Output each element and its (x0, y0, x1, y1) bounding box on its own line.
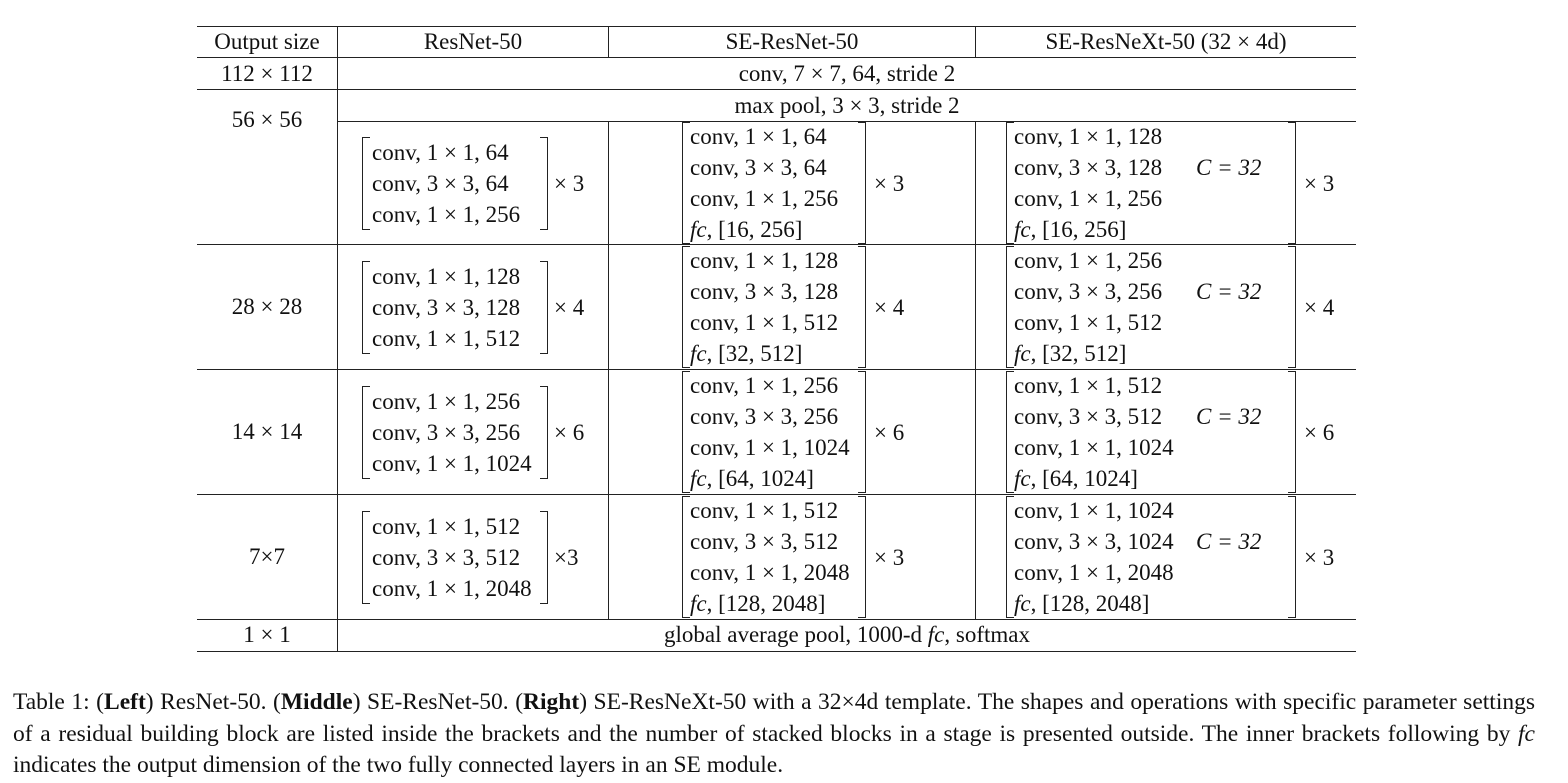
cardinality-label: C = 32 (1196, 529, 1262, 554)
block-line: conv, 3 × 3, 128 (690, 279, 839, 304)
right-bracket (1288, 371, 1296, 493)
block-multiplier: × 3 (1304, 544, 1335, 570)
fc-line (690, 214, 802, 245)
output-size-cell: 7×7 (249, 544, 285, 569)
block-line: conv, 1 × 1, 256 (1014, 248, 1163, 273)
fc-line (1014, 214, 1126, 245)
fc-dims: , [32, 512] (706, 341, 803, 366)
block-line: conv, 1 × 1, 512 (372, 513, 521, 539)
fc-dims: , [32, 512] (1030, 341, 1127, 366)
resnet-block (362, 261, 548, 354)
caption-fc: fc (1518, 720, 1535, 747)
left-bracket (362, 261, 370, 354)
column-divider (975, 121, 976, 620)
block-line: conv, 3 × 3, 512 (690, 529, 839, 554)
se-resnext-block (1006, 496, 1296, 618)
resnet-block (362, 137, 548, 230)
right-bracket (858, 371, 866, 493)
right-bracket (540, 137, 548, 230)
block-line: conv, 3 × 3, 64 (690, 155, 827, 180)
cardinality-label: C = 32 (1196, 279, 1262, 304)
block-multiplier: × 4 (1304, 294, 1335, 320)
fc-dims: , [128, 2048] (1030, 591, 1150, 616)
left-bracket (682, 246, 690, 368)
left-bracket (682, 371, 690, 493)
left-bracket (1006, 246, 1014, 368)
fc-symbol: fc (927, 622, 945, 647)
table-bottom-rule (197, 651, 1356, 652)
se-resnet-block (682, 496, 866, 618)
span-text: global average pool, 1000-d (664, 622, 928, 647)
block-line: conv, 1 × 1, 512 (690, 310, 839, 335)
block-line: conv, 3 × 3, 64 (372, 170, 509, 196)
left-bracket (1006, 496, 1014, 618)
right-bracket (1288, 496, 1296, 618)
block-multiplier: × 4 (554, 294, 585, 320)
left-bracket (1006, 371, 1014, 493)
fc-dims: , [64, 1024] (1030, 466, 1138, 491)
left-bracket (1006, 122, 1014, 244)
se-resnext-block (1006, 371, 1296, 493)
cardinality-label: C = 32 (1196, 404, 1262, 429)
block-line: conv, 1 × 1, 256 (372, 388, 521, 414)
left-bracket (362, 386, 370, 479)
fc-symbol: fc (1014, 341, 1031, 366)
fc-symbol: fc (1014, 591, 1031, 616)
block-line: conv, 1 × 1, 256 (1014, 186, 1163, 211)
block-multiplier: × 6 (1304, 419, 1335, 445)
block-line: conv, 1 × 1, 1024 (372, 450, 532, 476)
right-bracket (1288, 122, 1296, 244)
left-bracket (362, 511, 370, 604)
block-line: conv, 3 × 3, 128 (372, 294, 521, 320)
block-multiplier: × 3 (1304, 170, 1335, 196)
block-multiplier: ×3 (554, 544, 579, 570)
right-bracket (858, 496, 866, 618)
block-multiplier: × 3 (874, 544, 905, 570)
output-size-cell: 28 × 28 (231, 294, 303, 319)
block-line: conv, 1 × 1, 1024 (1014, 435, 1174, 460)
fc-symbol: fc (690, 466, 707, 491)
caption-text: ) SE-ResNeXt-50 with a 32×4d template. The shapes and operations with specific parameter settings of a residual building block are listed inside the brackets and the number of stacked blocks in a stage is presented outside. The inner brackets following by (13, 689, 1535, 747)
block-line: conv, 1 × 1, 256 (372, 201, 521, 227)
block-line: conv, 1 × 1, 256 (690, 373, 839, 398)
block-line: conv, 1 × 1, 512 (1014, 310, 1163, 335)
block-multiplier: × 6 (874, 419, 905, 445)
fc-symbol: fc (1014, 217, 1031, 242)
column-divider (608, 121, 609, 620)
fc-dims: , [16, 256] (706, 217, 803, 242)
block-line: conv, 1 × 1, 128 (372, 263, 521, 289)
output-size-cell: 1 × 1 (243, 622, 291, 647)
block-line: conv, 3 × 3, 256 (1014, 279, 1163, 304)
right-bracket (540, 511, 548, 604)
block-line: conv, 1 × 1, 256 (690, 186, 839, 211)
output-size-cell: 14 × 14 (231, 419, 303, 444)
fc-line (1014, 463, 1138, 494)
spanning-op-cell: conv, 7 × 7, 64, stride 2 (738, 61, 956, 86)
block-line: conv, 1 × 1, 512 (690, 498, 839, 523)
span-text: , softmax (944, 622, 1030, 647)
output-size-cell: 112 × 112 (221, 61, 313, 86)
fc-dims: , [128, 2048] (706, 591, 826, 616)
se-resnext-block (1006, 122, 1296, 244)
block-line: conv, 1 × 1, 512 (1014, 373, 1163, 398)
block-line: conv, 3 × 3, 512 (1014, 404, 1163, 429)
fc-line (690, 338, 802, 369)
header-resnet-50: ResNet-50 (423, 29, 523, 54)
block-multiplier: × 6 (554, 419, 585, 445)
block-line: conv, 3 × 3, 128 (1014, 155, 1163, 180)
block-line: conv, 3 × 3, 256 (372, 419, 521, 445)
block-line: conv, 1 × 1, 2048 (690, 560, 850, 585)
left-bracket (362, 137, 370, 230)
se-resnext-block (1006, 246, 1296, 368)
fc-symbol: fc (690, 591, 707, 616)
block-line: conv, 1 × 1, 128 (690, 248, 839, 273)
block-line: conv, 1 × 1, 2048 (372, 575, 532, 601)
left-bracket (682, 122, 690, 244)
block-line: conv, 1 × 1, 1024 (1014, 498, 1174, 523)
resnet-block (362, 511, 548, 604)
fc-line (690, 588, 825, 619)
caption-left: Left (104, 689, 146, 715)
right-bracket (1288, 246, 1296, 368)
se-resnet-block (682, 122, 866, 244)
block-line: conv, 1 × 1, 128 (1014, 124, 1163, 149)
resnet-block (362, 386, 548, 479)
block-line: conv, 1 × 1, 1024 (690, 435, 850, 460)
block-line: conv, 1 × 1, 2048 (1014, 560, 1174, 585)
header-output-size: Output size (214, 29, 320, 54)
fc-dims: , [64, 1024] (706, 466, 814, 491)
block-line: conv, 1 × 1, 64 (372, 139, 509, 165)
se-resnet-block (682, 371, 866, 493)
block-line: conv, 3 × 3, 256 (690, 404, 839, 429)
block-line: conv, 1 × 1, 512 (372, 325, 521, 351)
se-resnet-block (682, 246, 866, 368)
spanning-op-cell (338, 619, 1356, 650)
caption-middle: Middle (280, 689, 353, 715)
spanning-op-cell: max pool, 3 × 3, stride 2 (734, 93, 960, 118)
cardinality-label: C = 32 (1196, 155, 1262, 180)
fc-symbol: fc (690, 341, 707, 366)
caption-label: Table 1: ( (13, 689, 105, 715)
fc-dims: , [16, 256] (1030, 217, 1127, 242)
fc-symbol: fc (690, 217, 707, 242)
left-bracket (682, 496, 690, 618)
right-bracket (540, 261, 548, 354)
right-bracket (858, 246, 866, 368)
block-line: conv, 1 × 1, 64 (690, 124, 827, 149)
caption-text: indicates the output dimension of the two fully connected layers in an SE module. (13, 752, 784, 778)
block-multiplier: × 4 (874, 294, 905, 320)
fc-line (1014, 588, 1149, 619)
caption-text: ) ResNet-50. ( (145, 689, 281, 715)
output-size-cell: 56 × 56 (231, 107, 303, 132)
header-se-resnext-50: SE-ResNeXt-50 (32 × 4d) (1045, 29, 1287, 54)
fc-symbol: fc (1014, 466, 1031, 491)
header-se-resnet-50: SE-ResNet-50 (725, 29, 859, 54)
block-line: conv, 3 × 3, 512 (372, 544, 521, 570)
caption-right: Right (523, 689, 580, 715)
fc-line (690, 463, 814, 494)
table-caption (13, 687, 1535, 782)
right-bracket (858, 122, 866, 244)
block-line: conv, 3 × 3, 1024 (1014, 529, 1174, 554)
right-bracket (540, 386, 548, 479)
block-multiplier: × 3 (874, 170, 905, 196)
fc-line (1014, 338, 1126, 369)
block-multiplier: × 3 (554, 170, 585, 196)
caption-text: ) SE-ResNet-50. ( (352, 689, 524, 715)
